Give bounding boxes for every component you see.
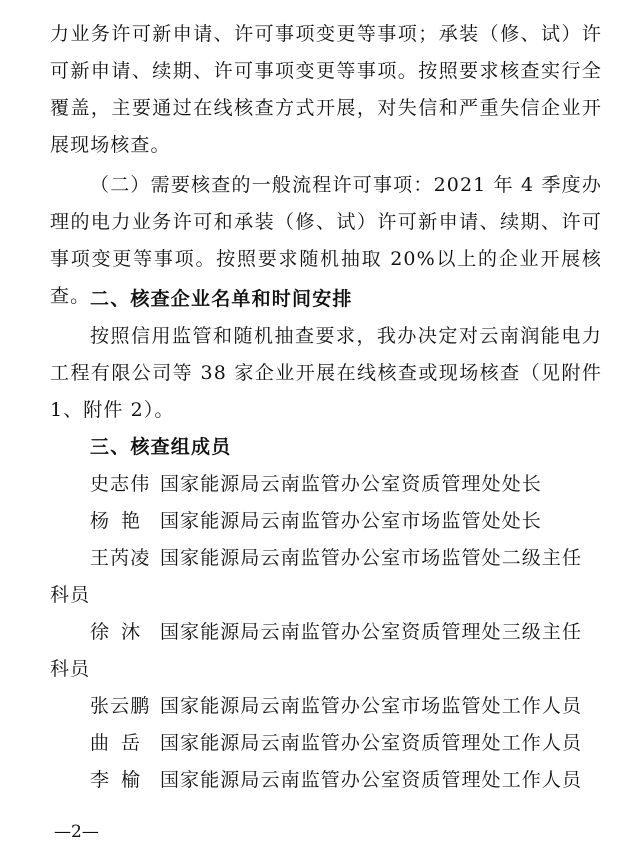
member-name: 徐沐 xyxy=(90,621,153,643)
paragraph-3: 按照信用监管和随机抽查要求，我办决定对云南润能电力工程有限公司等 38 家企业开展在线核查或现场核查（见附件 1、附件 2）。 xyxy=(50,325,602,421)
member-row xyxy=(50,762,602,799)
member-name: 杨艳 xyxy=(90,510,153,532)
member-role: 国家能源局云南监管办公室市场监管处二级主任科员 xyxy=(50,547,583,606)
member-role: 国家能源局云南监管办公室资质管理处工作人员 xyxy=(160,769,583,791)
member-role: 国家能源局云南监管办公室资质管理处三级主任科员 xyxy=(50,621,583,680)
member-role: 国家能源局云南监管办公室资质管理处处长 xyxy=(160,473,542,495)
paragraph-2: （二）需要核查的一般流程许可事项：2021 年 4 季度办理的电力业务许可和承装（修、试）许可新申请、续期、许可事项变更等事项。按照要求随机抽取 20%以上的企业开展核查。 xyxy=(50,174,602,307)
member-row xyxy=(50,466,602,503)
member-row xyxy=(50,614,602,688)
page-number: —2— xyxy=(54,822,99,842)
member-row xyxy=(50,503,602,540)
member-name: 史志伟 xyxy=(90,473,151,495)
member-row xyxy=(50,540,602,614)
member-name: 张云鹏 xyxy=(90,695,151,717)
paragraph-1: 力业务许可新申请、许可事项变更等事项；承装（修、试）许可新申请、续期、许可事项变更等事项。按照要求核查实行全覆盖，主要通过在线核查方式开展，对失信和严重失信企业开展现场核查。 xyxy=(50,23,602,156)
member-role: 国家能源局云南监管办公室市场监管处工作人员 xyxy=(160,695,583,717)
member-name: 王芮凌 xyxy=(90,547,151,569)
member-role: 国家能源局云南监管办公室市场监管处处长 xyxy=(160,510,542,532)
member-row xyxy=(50,725,602,762)
member-role: 国家能源局云南监管办公室资质管理处工作人员 xyxy=(160,732,583,754)
member-name: 曲岳 xyxy=(90,732,153,754)
member-row xyxy=(50,688,602,725)
member-name: 李榆 xyxy=(90,769,153,791)
section-heading-3: 三、核查组成员 xyxy=(90,436,232,458)
section-heading-2: 二、核查企业名单和时间安排 xyxy=(90,288,353,310)
